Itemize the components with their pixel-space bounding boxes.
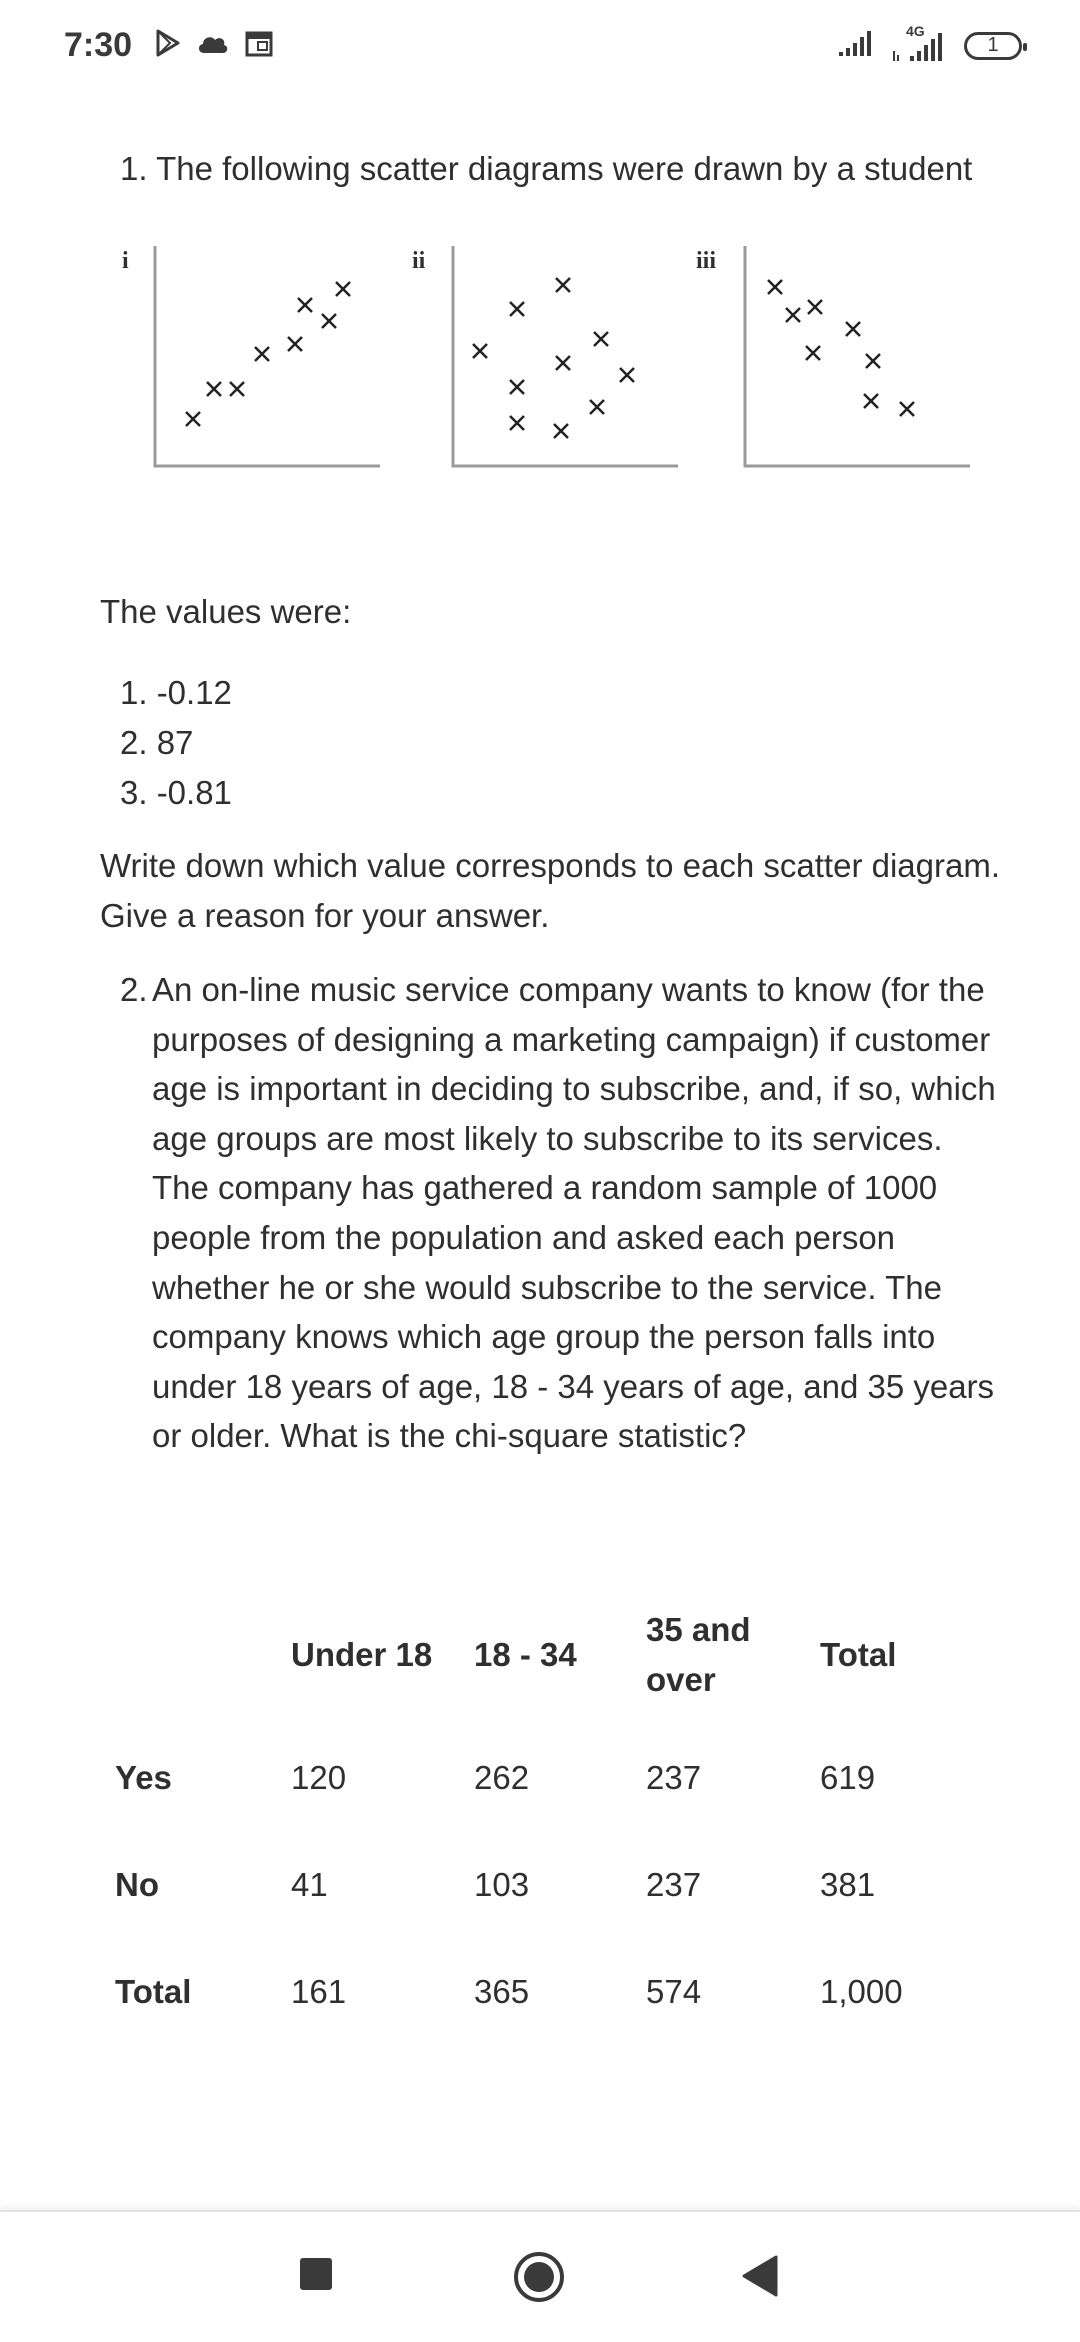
- battery-level: 1: [987, 34, 999, 56]
- scatter-point: [620, 368, 634, 382]
- scatter-point: [554, 424, 568, 438]
- table-cell: 237: [646, 1865, 702, 1903]
- table-cell: 1,000: [820, 1972, 903, 2010]
- table-header-cell: Under 18: [291, 1636, 433, 1673]
- question-1-instruction: Write down which value corresponds to each scatter diagram. Give a reason for your answer.: [100, 847, 1000, 934]
- table-cell: 262: [474, 1758, 530, 1796]
- table-row-label: Yes: [115, 1758, 172, 1796]
- scatter-point: [768, 280, 782, 294]
- scatter-point: [298, 298, 312, 312]
- table-row-label: No: [115, 1865, 159, 1903]
- question-2-text: An on-line music service company wants to know (for the purposes of designing a marketing campaign) if customer age is important in deciding to subscribe, and, if so, which age groups are most likely to subscribe to its services. The company has gathered a random sample of 1000 people from the population and asked each person whether he or she would subscribe to the service. The company knows which age group the person falls into under 18 years of age, 18 - 34 years of age, and 35 years or older. What is the chi-square statistic?: [152, 971, 996, 1455]
- recents-button[interactable]: [298, 2256, 334, 2297]
- scatter-point: [207, 382, 221, 396]
- diagram-ii-points: [473, 278, 634, 438]
- diagram-label-i: i: [122, 248, 129, 274]
- table-header-row: [100, 1586, 1010, 1724]
- table-cell: 619: [820, 1758, 876, 1796]
- value-item: 3. -0.81: [120, 774, 232, 811]
- table-row: [100, 1938, 1010, 2045]
- scatter-point: [594, 332, 608, 346]
- home-button[interactable]: [512, 2250, 566, 2309]
- status-icons-left: [152, 28, 274, 63]
- battery-icon: [964, 32, 1022, 60]
- scatter-point: [322, 314, 336, 328]
- question-1-text: The following scatter diagrams were drawn by a student: [156, 150, 973, 187]
- table-cell: 381: [820, 1865, 876, 1903]
- scatter-point: [590, 400, 604, 414]
- scatter-point: [556, 278, 570, 292]
- scatter-point: [230, 382, 244, 396]
- status-time: 7:30: [64, 26, 133, 64]
- scatter-point: [510, 416, 524, 430]
- scatter-point: [510, 380, 524, 394]
- question-2: [120, 965, 1000, 1461]
- back-button[interactable]: [740, 2254, 780, 2303]
- scatter-point: [846, 322, 860, 336]
- question-2-number: 2.: [120, 971, 148, 1008]
- diagram-i-axes: [155, 246, 380, 466]
- scatter-diagrams: [100, 226, 980, 576]
- table-header-cell: [100, 1586, 291, 1724]
- signal-icon: [838, 28, 878, 63]
- table-header-cell: 18 - 34: [474, 1636, 577, 1673]
- scatter-point: [336, 282, 350, 296]
- navigation-bar: [0, 2210, 1080, 2342]
- values-list: [120, 668, 232, 818]
- table-cell: 103: [474, 1865, 530, 1903]
- diagram-iii-axes: [745, 246, 970, 466]
- question-1-number: 1.: [120, 150, 148, 187]
- values-heading: The values were:: [100, 593, 352, 630]
- scatter-point: [473, 344, 487, 358]
- table-header-cell: 35 and over: [646, 1611, 751, 1698]
- diagram-i-points: [186, 282, 350, 426]
- table-row-label: Total: [115, 1972, 192, 2010]
- value-item: 1. -0.12: [120, 674, 232, 711]
- calendar-icon: [244, 28, 274, 63]
- diagram-label-ii: ii: [412, 248, 426, 274]
- scatter-point: [786, 308, 800, 322]
- table-cell: 237: [646, 1758, 702, 1796]
- scatter-point: [866, 354, 880, 368]
- scatter-point: [556, 356, 570, 370]
- scatter-point: [186, 412, 200, 426]
- status-bar: [0, 0, 1080, 96]
- scatter-point: [808, 300, 822, 314]
- table-header-cell: Total: [820, 1636, 897, 1673]
- table-cell: 120: [291, 1758, 347, 1796]
- contingency-table: [100, 1586, 1010, 2045]
- square-icon: [298, 2256, 334, 2292]
- value-item: 2. 87: [120, 724, 194, 761]
- scatter-point: [900, 402, 914, 416]
- scatter-point: [864, 394, 878, 408]
- scatter-point: [806, 346, 820, 360]
- back-triangle-icon: [740, 2254, 780, 2298]
- scatter-point: [255, 347, 269, 361]
- question-1: [120, 144, 972, 194]
- status-icons-right: [838, 22, 1022, 63]
- table-cell: 41: [291, 1865, 328, 1903]
- table-row: [100, 1831, 1010, 1938]
- signal-4g-icon: [892, 22, 950, 63]
- scatter-point: [288, 337, 302, 351]
- table-cell: 365: [474, 1972, 530, 2010]
- diagram-iii-points: [768, 280, 914, 416]
- circle-icon: [512, 2250, 566, 2304]
- network-type-label: 4G: [906, 22, 925, 39]
- diagram-label-iii: iii: [696, 248, 717, 274]
- table-cell: 161: [291, 1972, 347, 2010]
- table-row: [100, 1724, 1010, 1831]
- scatter-point: [510, 302, 524, 316]
- table-cell: 574: [646, 1972, 702, 2010]
- play-store-icon: [152, 28, 182, 63]
- cloud-icon: [196, 31, 230, 60]
